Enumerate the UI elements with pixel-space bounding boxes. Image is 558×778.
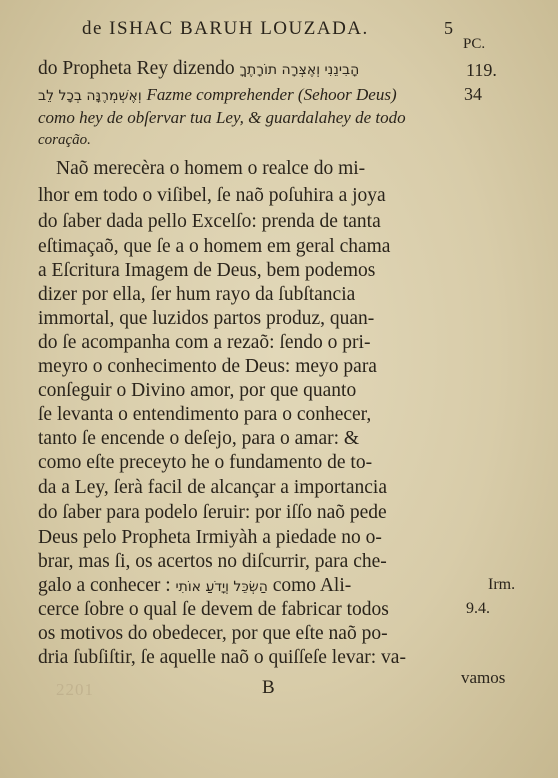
body-line: eſtimaçaõ, que ſe a o homem em geral chama xyxy=(38,236,391,257)
body-line: a Eſcritura Imagem de Deus, bem podemos xyxy=(38,260,376,281)
body-line: dizer por ella, ſer hum rayo da ſubſtancia xyxy=(38,284,356,305)
body-line-hebrew xyxy=(38,575,351,597)
hebrew-quote-3: הַשְׂכֵּל וְיָדֹעַ אוֹתִי xyxy=(175,579,268,595)
body-line: tanto ſe encende o deſejo, para o amar: & xyxy=(38,428,360,449)
intro-line-2-italic: Fazme comprehender (Sehoor Deus) xyxy=(146,85,397,104)
intro-line-3: como hey de obſervar tua Ley, & guardalahey de todo xyxy=(38,108,406,127)
body-line-galo-start: galo a conhecer : xyxy=(38,575,171,596)
body-line: meyro o conhecimento de Deus: meyo para xyxy=(38,356,377,377)
body-line: do ſe acompanha com a rezaõ: ſendo o pri- xyxy=(38,332,371,353)
margin-ref-9-4: 9.4. xyxy=(466,600,490,617)
body-line: ſe levanta o entendimento para o conhecer, xyxy=(38,404,372,425)
verse-ref-34: 34 xyxy=(464,84,482,104)
body-line: do ſaber para podelo ſeruir: por iſſo naõ pede xyxy=(38,502,387,523)
body-line: conſeguir o Divino amor, por que quanto xyxy=(38,380,357,401)
body-line: cerce ſobre o qual ſe devem de fabricar todos xyxy=(38,599,389,620)
body-line: immortal, que luzidos partos produz, quan- xyxy=(38,308,375,329)
verse-ref-119: 119. xyxy=(466,60,497,80)
body-line: da a Ley, ſerà facil de alcançar a importancia xyxy=(38,477,387,498)
page-number: 5 xyxy=(444,18,453,38)
faded-stamp: 2201 xyxy=(56,680,94,699)
intro-line-1-text: do Propheta Rey dizendo xyxy=(38,58,235,79)
running-head: de ISHAC BARUH LOUZADA. xyxy=(82,18,369,39)
body-line-galo-end: como Ali- xyxy=(272,575,352,596)
body-line: lhor em todo o viſibel, ſe naõ poſuhira a joya xyxy=(38,185,386,206)
body-line: brar, mas ſi, os acertos no diſcurrir, para che- xyxy=(38,551,387,572)
body-line: do ſaber dada pello Excelſo: prenda de tanta xyxy=(38,211,381,232)
margin-ref-irm: Irm. xyxy=(488,576,516,593)
body-line: Deus pelo Propheta Irmiyàh a piedade no o- xyxy=(38,527,382,548)
body-line: os motivos do obedecer, por que eſte naõ po- xyxy=(38,623,388,644)
catchword: vamos xyxy=(461,668,506,687)
intro-line-1 xyxy=(38,58,359,80)
hebrew-quote-2: וְאֶשְׁמְרֶנָּה בְכָל לֵב xyxy=(38,88,142,104)
margin-reference-psalms: PC. xyxy=(463,36,486,52)
intro-line-2 xyxy=(38,84,397,106)
intro-line-4: coração. xyxy=(38,132,91,148)
body-line: Naõ merecèra o homem o realce do mi- xyxy=(56,158,366,179)
body-line: dria ſubſiſtir, ſe aquelle naõ o quiſſeſe levar: va- xyxy=(38,647,406,668)
hebrew-quote-1: הָבִינֵנִי וְאֶצְּרָה תוֹרָתֶךָ xyxy=(239,62,360,78)
signature-mark: B xyxy=(262,677,275,698)
body-line: como eſte preceyto he o fundamento de to- xyxy=(38,452,373,473)
